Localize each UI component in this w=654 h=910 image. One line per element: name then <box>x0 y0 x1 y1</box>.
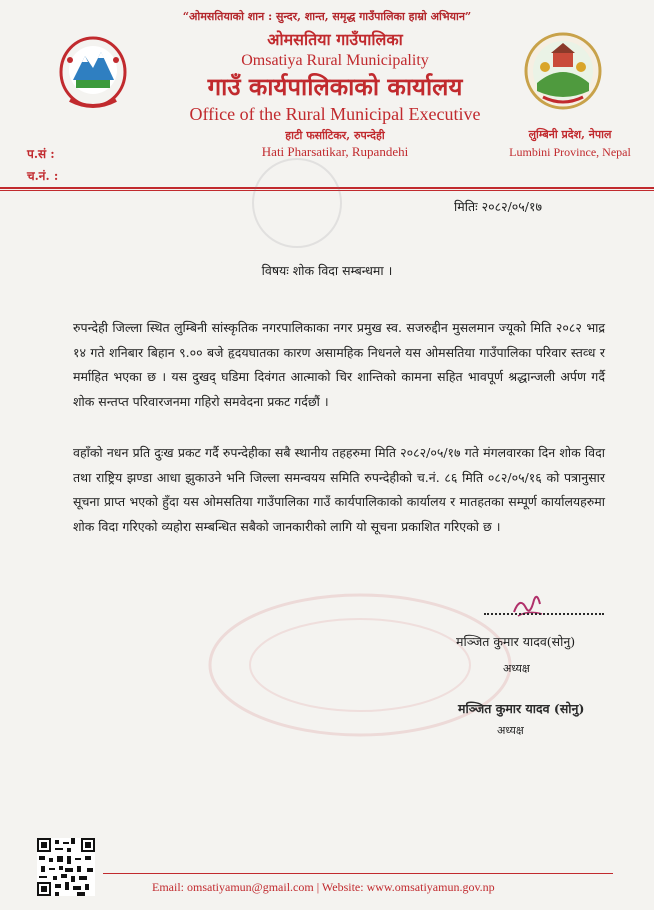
province-block <box>500 127 640 161</box>
municipality-logo-icon <box>523 31 603 111</box>
body-paragraph-2: वहाँको नधन प्रति दुःख प्रकट गर्दै रुपन्देहीका सबै स्थानीय तहहरुमा मिति २०८२/०५/१७ गते मंगलवारका दिन शोक विदा तथा राष्ट्रिय झण्डा आधा झुकाउने भनि जिल्ला समन्वयय समिति रुपन्देहीको च.नं. ८६ मिति ०८२/०५/१६ को पत्रानुसार सूचना प्राप्त भएको हुँदा यस ओमसतिया गाउँपालिका गाउँ कार्यपालिकाको कार्यालय र मातहतका सम्पूर्ण कार्यालयहरुमा शोक विदा गरिएको व्यहोरा सम्बन्धित सबैको जानकारीको लागि यो सूचना प्रकाशित गरिएको छ । <box>73 445 605 534</box>
province-np: लुम्बिनी प्रदेश, नेपाल <box>528 128 612 141</box>
nepal-government-emblem-icon <box>58 30 128 110</box>
office-stamp-watermark <box>205 590 515 740</box>
signature-scribble-icon <box>510 590 546 620</box>
letterhead-title <box>150 30 520 161</box>
office-name-np: गाउँ कार्यपालिकाको कार्यालय <box>207 72 463 101</box>
letter-date: मितिः २०८२/०५/१७ <box>454 199 542 214</box>
signatory-role: अध्यक्ष <box>503 662 530 675</box>
letter-subject: विषयः शोक विदा सम्बन्धमा । <box>261 263 393 278</box>
body-paragraph-1: रुपन्देही जिल्ला स्थित लुम्बिनी सांस्कृतिक नगरपालिकाका नगर प्रमुख स्व. सजरुद्दीन मुसलमान ज्यूको मिति २०८२ भाद्र १४ गते शनिबार बिहान ९.०० बजे हृदयघातका कारण असामहिक निधनले यस ओमसतिया गाउँपालिका परिवार स्तव्ध र मर्माहित भएका छ । यस दुखद् घडिमा दिवंगत आत्माको चिर शान्तिको कामना सहित भावपूर्ण श्रद्धान्जली अर्पण गर्दै शोक सन्तप्त परिवारजनमा गहिरो समवेदना प्रकट गर्दछौं । <box>73 320 605 409</box>
signature-line <box>484 613 604 615</box>
ref-no-label: प.सं : <box>27 147 55 161</box>
signatory-name: मञ्जित कुमार यादव(सोनु) <box>456 634 576 649</box>
signatory-stamp-role: अध्यक्ष <box>497 724 524 737</box>
office-name-en: Office of the Rural Municipal Executive <box>189 104 481 124</box>
faint-seal-mark <box>252 158 342 248</box>
dispatch-no-label: च.नं. : <box>27 169 59 183</box>
footer-divider <box>103 873 613 874</box>
qr-code-icon <box>37 838 95 896</box>
slogan: “ओमसतियाको शान : सुन्दर, शान्त, समृद्ध गाउँपालिका हाम्रो अभियान” <box>182 10 472 23</box>
signatory-stamp-name: मञ्जित कुमार यादव (सोनु) <box>458 701 585 716</box>
municipality-name-np: ओमसतिया गाउँपालिका <box>267 30 403 49</box>
address-en: Hati Pharsatikar, Rupandehi <box>261 144 409 159</box>
municipality-name-en: Omsatiya Rural Municipality <box>241 52 429 69</box>
address-np: हाटी फर्साटिकर, रुपन्देही <box>285 129 385 142</box>
province-en: Lumbini Province, Nepal <box>509 145 631 159</box>
footer-contact: Email: omsatiyamun@gmail.com | Website: www.omsatiyamun.gov.np <box>152 880 495 894</box>
